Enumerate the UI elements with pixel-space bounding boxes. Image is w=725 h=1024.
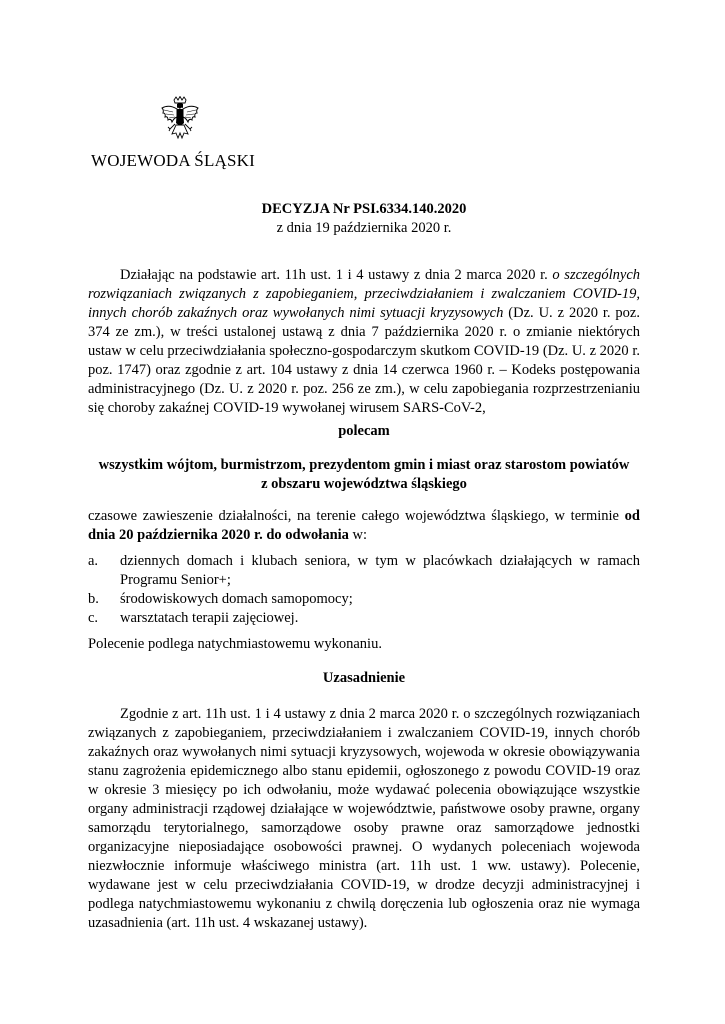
preamble-text-2: (Dz. U. z 2020 r. poz. 374 ze zm.), w treści ustalonej ustawą z dnia 7 października 2020 r. o zmianie niektórych ustaw w celu przeciwdziałania społeczno-gospodarczym skutkom COVID-19 (Dz. U. z 2020 r. poz. 1747) oraz zgodnie z art. 104 ustawy z dnia 14 czerwca 1960 r. – Kodeks postępowania administracyjnego (Dz. U. z 2020 r. poz. 256 ze zm.), w celu zapobiegania rozprzestrzenianiu się choroby zakaźnej COVID-19 wywołanej wirusem SARS-CoV-2, xyxy=(88,305,640,416)
decision-number: DECYZJA Nr PSI.6334.140.2020 xyxy=(261,201,467,217)
suspension-paragraph xyxy=(88,507,640,545)
addressees xyxy=(88,456,640,494)
list-item xyxy=(88,590,640,609)
list-item-text: warsztatach terapii zajęciowej. xyxy=(120,610,299,626)
list-marker: a. xyxy=(88,553,99,569)
addressees-line-2: z obszaru województwa śląskiego xyxy=(261,476,467,492)
addressees-line-1: wszystkim wójtom, burmistrzom, prezydentom gmin i miast oraz starostom powiatów xyxy=(98,457,630,473)
list-item-text: dziennych domach i klubach seniora, w tym w placówkach działających w ramach Programu Senior+; xyxy=(120,553,640,588)
execution-statement: Polecenie podlega natychmiastowemu wykonaniu. xyxy=(88,636,382,652)
command-word: polecam xyxy=(338,423,390,439)
preamble-text-1: Działając na podstawie art. 11h ust. 1 i 4 ustawy z dnia 2 marca 2020 r. xyxy=(120,267,553,283)
suspension-period: od dnia 20 października 2020 r. do odwołania xyxy=(88,508,640,543)
decision-date: z dnia 19 października 2020 r. xyxy=(276,220,452,236)
polish-eagle-emblem-icon xyxy=(160,96,200,146)
list-marker: c. xyxy=(88,610,99,626)
justification-paragraph: Zgodnie z art. 11h ust. 1 i 4 ustawy z dnia 2 marca 2020 r. o szczególnych rozwiązaniach związanych z zapobieganiem, przeciwdziałaniem i zwalczaniem COVID-19, innych chorób zakaźnych oraz wywołanych nimi sytuacji kryzysowych, wojewoda w okresie obowiązywania stanu zagrożenia epidemicznego albo stanu epidemii, ogłoszonego z powodu COVID-19 oraz w okresie 3 miesięcy po ich odwołaniu, może wydawać polecenia obowiązujące wszystkie organy administracji rządowej działające w województwie, państwowe osoby prawne, organy samorządu terytorialnego, samorządowe osoby prawne oraz samorządowe jednostki organizacyjne nieposiadające osobowości prawnej. O wydanych poleceniach wojewoda niezwłocznie informuje właściwego ministra (art. 11h ust. 1 ww. ustawy). Polecenie, wydawane jest w celu przeciwdziałania COVID-19, w drodze decyzji administracyjnej i podlega natychmiastowemu wykonaniu z chwilą doręczenia lub ogłoszenia oraz nie wymaga uzasadnienia (art. 11h ust. 4 wskazanej ustawy). xyxy=(88,706,640,931)
suspension-text-1: czasowe zawieszenie działalności, na terenie całego województwa śląskiego, w terminie xyxy=(88,508,625,524)
list-item-text: środowiskowych domach samopomocy; xyxy=(120,591,353,607)
act-title: o szczególnych rozwiązaniach związanych z zapobieganiem, przeciwdziałaniem i zwalczaniem COVID-19, innych chorób zakaźnych oraz wywołanych nimi sytuacji kryzysowych xyxy=(88,267,641,321)
facility-list xyxy=(88,552,640,628)
list-marker: b. xyxy=(88,591,99,607)
preamble-paragraph xyxy=(88,266,640,418)
list-item xyxy=(88,609,640,628)
list-item xyxy=(88,552,640,590)
issuing-authority: WOJEWODA ŚLĄSKI xyxy=(91,151,256,170)
suspension-text-2: w: xyxy=(348,527,368,543)
justification-heading: Uzasadnienie xyxy=(322,670,406,686)
decision-title-block xyxy=(88,200,640,238)
